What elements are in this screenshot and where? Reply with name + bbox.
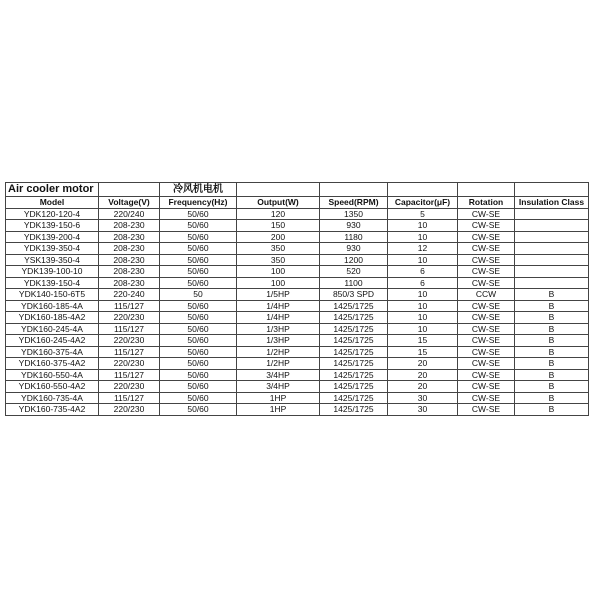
cell-insulation-class: B <box>515 335 589 347</box>
cell-capacitor: 30 <box>388 392 458 404</box>
table-row <box>6 266 589 278</box>
cell-insulation-class <box>515 254 589 266</box>
cell-frequency: 50/60 <box>160 277 237 289</box>
cell-frequency: 50/60 <box>160 254 237 266</box>
header-frequency: Frequency(Hz) <box>160 197 237 209</box>
cell-model: YDK160-735-4A2 <box>6 404 99 416</box>
cell-model: YDK160-375-4A2 <box>6 358 99 370</box>
cell-model: YDK139-350-4 <box>6 243 99 255</box>
header-rotation: Rotation <box>458 197 515 209</box>
header-row <box>6 197 589 209</box>
cell-voltage: 115/127 <box>99 346 160 358</box>
title-row <box>6 183 589 197</box>
empty-cell <box>99 183 160 197</box>
cell-model: YDK139-150-4 <box>6 277 99 289</box>
empty-cell <box>388 183 458 197</box>
cell-capacitor: 20 <box>388 369 458 381</box>
cell-capacitor: 10 <box>388 323 458 335</box>
cell-rotation: CW-SE <box>458 300 515 312</box>
cell-rotation: CW-SE <box>458 358 515 370</box>
cell-voltage: 220/230 <box>99 335 160 347</box>
cell-capacitor: 10 <box>388 300 458 312</box>
cell-voltage: 208-230 <box>99 231 160 243</box>
cell-rotation: CCW <box>458 289 515 301</box>
cell-output: 350 <box>237 243 320 255</box>
table-row <box>6 300 589 312</box>
cell-speed: 1425/1725 <box>320 392 388 404</box>
cell-rotation: CW-SE <box>458 312 515 324</box>
cell-model: YDK160-185-4A <box>6 300 99 312</box>
cell-insulation-class <box>515 208 589 220</box>
cell-insulation-class <box>515 220 589 232</box>
table-row <box>6 358 589 370</box>
cell-voltage: 115/127 <box>99 300 160 312</box>
cell-output: 1/2HP <box>237 346 320 358</box>
cell-rotation: CW-SE <box>458 335 515 347</box>
table-title-cn: 冷风机电机 <box>160 183 237 197</box>
cell-voltage: 220/230 <box>99 358 160 370</box>
cell-voltage: 220/230 <box>99 404 160 416</box>
cell-rotation: CW-SE <box>458 404 515 416</box>
header-voltage: Voltage(V) <box>99 197 160 209</box>
cell-voltage: 220/230 <box>99 381 160 393</box>
cell-capacitor: 20 <box>388 381 458 393</box>
motor-spec-table <box>5 182 589 416</box>
cell-rotation: CW-SE <box>458 254 515 266</box>
cell-rotation: CW-SE <box>458 243 515 255</box>
cell-speed: 520 <box>320 266 388 278</box>
cell-speed: 1425/1725 <box>320 335 388 347</box>
cell-frequency: 50/60 <box>160 208 237 220</box>
table-row <box>6 381 589 393</box>
cell-capacitor: 6 <box>388 266 458 278</box>
cell-model: YDK160-185-4A2 <box>6 312 99 324</box>
table-row <box>6 346 589 358</box>
cell-insulation-class: B <box>515 346 589 358</box>
cell-capacitor: 15 <box>388 346 458 358</box>
cell-output: 150 <box>237 220 320 232</box>
cell-model: YDK139-100-10 <box>6 266 99 278</box>
cell-capacitor: 15 <box>388 335 458 347</box>
cell-output: 3/4HP <box>237 381 320 393</box>
cell-model: YDK160-550-4A2 <box>6 381 99 393</box>
cell-model: YDK139-200-4 <box>6 231 99 243</box>
cell-output: 350 <box>237 254 320 266</box>
cell-rotation: CW-SE <box>458 231 515 243</box>
cell-insulation-class: B <box>515 312 589 324</box>
header-model: Model <box>6 197 99 209</box>
cell-insulation-class: B <box>515 300 589 312</box>
cell-speed: 1425/1725 <box>320 300 388 312</box>
cell-rotation: CW-SE <box>458 381 515 393</box>
table-row <box>6 289 589 301</box>
empty-cell <box>515 183 589 197</box>
cell-output: 3/4HP <box>237 369 320 381</box>
header-speed: Speed(RPM) <box>320 197 388 209</box>
cell-model: YDK140-150-6T5 <box>6 289 99 301</box>
cell-output: 1/3HP <box>237 323 320 335</box>
cell-frequency: 50/60 <box>160 335 237 347</box>
table-row <box>6 254 589 266</box>
cell-voltage: 220-240 <box>99 289 160 301</box>
header-capacitor: Capacitor(μF) <box>388 197 458 209</box>
cell-frequency: 50/60 <box>160 323 237 335</box>
cell-insulation-class: B <box>515 358 589 370</box>
table-row <box>6 312 589 324</box>
table-row <box>6 404 589 416</box>
cell-model: YDK160-550-4A <box>6 369 99 381</box>
table-row <box>6 243 589 255</box>
cell-rotation: CW-SE <box>458 369 515 381</box>
cell-insulation-class: B <box>515 369 589 381</box>
cell-speed: 1100 <box>320 277 388 289</box>
cell-speed: 1425/1725 <box>320 312 388 324</box>
empty-cell <box>237 183 320 197</box>
cell-insulation-class <box>515 243 589 255</box>
cell-insulation-class <box>515 231 589 243</box>
cell-capacitor: 6 <box>388 277 458 289</box>
cell-frequency: 50/60 <box>160 381 237 393</box>
cell-insulation-class: B <box>515 404 589 416</box>
empty-cell <box>320 183 388 197</box>
cell-model: YSK139-350-4 <box>6 254 99 266</box>
cell-frequency: 50/60 <box>160 312 237 324</box>
cell-frequency: 50/60 <box>160 300 237 312</box>
cell-insulation-class <box>515 277 589 289</box>
header-insulation-class: Insulation Class <box>515 197 589 209</box>
cell-speed: 1425/1725 <box>320 346 388 358</box>
cell-speed: 1425/1725 <box>320 323 388 335</box>
cell-rotation: CW-SE <box>458 277 515 289</box>
cell-frequency: 50/60 <box>160 358 237 370</box>
cell-voltage: 208-230 <box>99 277 160 289</box>
cell-speed: 1425/1725 <box>320 404 388 416</box>
cell-capacitor: 10 <box>388 289 458 301</box>
cell-voltage: 115/127 <box>99 323 160 335</box>
cell-capacitor: 10 <box>388 312 458 324</box>
cell-output: 100 <box>237 266 320 278</box>
cell-speed: 1350 <box>320 208 388 220</box>
cell-speed: 930 <box>320 243 388 255</box>
cell-speed: 930 <box>320 220 388 232</box>
cell-output: 1/5HP <box>237 289 320 301</box>
cell-voltage: 208-230 <box>99 254 160 266</box>
cell-output: 1/4HP <box>237 300 320 312</box>
cell-rotation: CW-SE <box>458 208 515 220</box>
table-row <box>6 220 589 232</box>
cell-output: 1HP <box>237 404 320 416</box>
cell-rotation: CW-SE <box>458 220 515 232</box>
cell-voltage: 115/127 <box>99 369 160 381</box>
table-row <box>6 231 589 243</box>
cell-frequency: 50/60 <box>160 369 237 381</box>
cell-rotation: CW-SE <box>458 266 515 278</box>
cell-voltage: 220/230 <box>99 312 160 324</box>
table-title: Air cooler motor <box>6 183 99 197</box>
cell-output: 200 <box>237 231 320 243</box>
cell-frequency: 50/60 <box>160 404 237 416</box>
cell-frequency: 50/60 <box>160 220 237 232</box>
cell-insulation-class <box>515 266 589 278</box>
cell-model: YDK139-150-6 <box>6 220 99 232</box>
table-row <box>6 277 589 289</box>
cell-capacitor: 10 <box>388 220 458 232</box>
cell-model: YDK160-245-4A <box>6 323 99 335</box>
cell-frequency: 50/60 <box>160 346 237 358</box>
cell-capacitor: 10 <box>388 231 458 243</box>
cell-frequency: 50/60 <box>160 266 237 278</box>
cell-voltage: 208-230 <box>99 266 160 278</box>
cell-speed: 1425/1725 <box>320 369 388 381</box>
cell-capacitor: 12 <box>388 243 458 255</box>
cell-voltage: 208-230 <box>99 220 160 232</box>
cell-model: YDK160-735-4A <box>6 392 99 404</box>
cell-output: 1/2HP <box>237 358 320 370</box>
cell-voltage: 115/127 <box>99 392 160 404</box>
cell-insulation-class: B <box>515 392 589 404</box>
cell-rotation: CW-SE <box>458 346 515 358</box>
table-row <box>6 335 589 347</box>
cell-insulation-class: B <box>515 323 589 335</box>
cell-capacitor: 20 <box>388 358 458 370</box>
cell-rotation: CW-SE <box>458 392 515 404</box>
cell-capacitor: 30 <box>388 404 458 416</box>
header-output: Output(W) <box>237 197 320 209</box>
cell-voltage: 220/240 <box>99 208 160 220</box>
cell-speed: 1425/1725 <box>320 358 388 370</box>
cell-frequency: 50/60 <box>160 243 237 255</box>
cell-output: 1HP <box>237 392 320 404</box>
cell-output: 100 <box>237 277 320 289</box>
cell-output: 1/3HP <box>237 335 320 347</box>
table-row <box>6 323 589 335</box>
cell-output: 1/4HP <box>237 312 320 324</box>
cell-frequency: 50/60 <box>160 231 237 243</box>
cell-capacitor: 10 <box>388 254 458 266</box>
table-row <box>6 369 589 381</box>
cell-frequency: 50 <box>160 289 237 301</box>
cell-model: YDK160-245-4A2 <box>6 335 99 347</box>
empty-cell <box>458 183 515 197</box>
cell-model: YDK160-375-4A <box>6 346 99 358</box>
cell-frequency: 50/60 <box>160 392 237 404</box>
table-row <box>6 392 589 404</box>
cell-speed: 1200 <box>320 254 388 266</box>
cell-insulation-class: B <box>515 381 589 393</box>
cell-capacitor: 5 <box>388 208 458 220</box>
cell-model: YDK120-120-4 <box>6 208 99 220</box>
cell-speed: 850/3 SPD <box>320 289 388 301</box>
cell-speed: 1425/1725 <box>320 381 388 393</box>
table-row <box>6 208 589 220</box>
cell-speed: 1180 <box>320 231 388 243</box>
cell-voltage: 208-230 <box>99 243 160 255</box>
cell-output: 120 <box>237 208 320 220</box>
cell-rotation: CW-SE <box>458 323 515 335</box>
cell-insulation-class: B <box>515 289 589 301</box>
